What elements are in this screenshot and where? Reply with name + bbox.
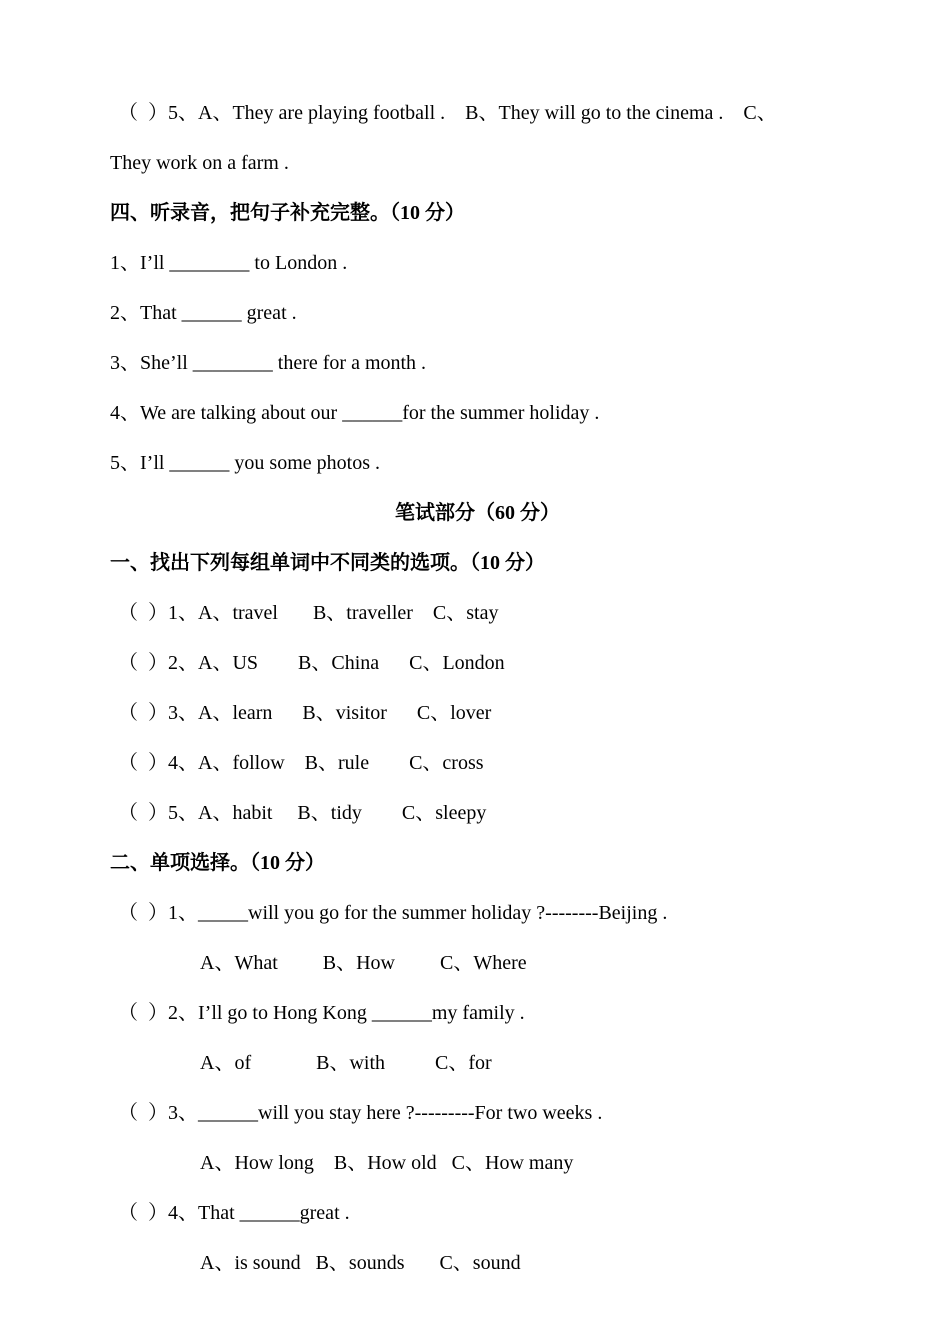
text-line: 3、She’ll ________ there for a month . (110, 352, 427, 374)
text-line: 4、We are talking about our ______for the summer holiday . (110, 402, 600, 424)
text-line: （ ）1、_____will you go for the summer holiday ?--------Beijing . (118, 902, 668, 924)
text-line: They work on a farm . (110, 152, 289, 174)
text-line: A、How long B、How old C、How many (200, 1152, 574, 1174)
text-line: A、What B、How C、Where (200, 952, 527, 974)
text-line: （ ）5、A、habit B、tidy C、sleepy (118, 802, 487, 824)
text-line: （ ）5、A、They are playing football . B、They will go to the cinema . C、 (118, 102, 777, 124)
text-line: （ ）3、______will you stay here ?---------For two weeks . (118, 1102, 603, 1124)
text-line: 1、I’ll ________ to London . (110, 252, 348, 274)
text-line: （ ）4、That ______great . (118, 1202, 350, 1224)
text-line: （ ）2、I’ll go to Hong Kong ______my family . (118, 1002, 525, 1024)
text-line: 四、听录音，把句子补充完整。（10 分） (110, 202, 465, 224)
text-line: 二、单项选择。（10 分） (110, 852, 325, 874)
text-line: A、of B、with C、for (200, 1052, 492, 1074)
text-line: 5、I’ll ______ you some photos . (110, 452, 380, 474)
text-line: 笔试部分（60 分） (395, 502, 560, 524)
text-line: （ ）3、A、learn B、visitor C、lover (118, 702, 492, 724)
text-line: 2、That ______ great . (110, 302, 297, 324)
text-line: （ ）2、A、US B、China C、London (118, 652, 505, 674)
text-line: （ ）4、A、follow B、rule C、cross (118, 752, 484, 774)
text-line: （ ）1、A、travel B、traveller C、stay (118, 602, 499, 624)
text-line: 一、找出下列每组单词中不同类的选项。（10 分） (110, 552, 545, 574)
text-line: A、is sound B、sounds C、sound (200, 1252, 521, 1274)
